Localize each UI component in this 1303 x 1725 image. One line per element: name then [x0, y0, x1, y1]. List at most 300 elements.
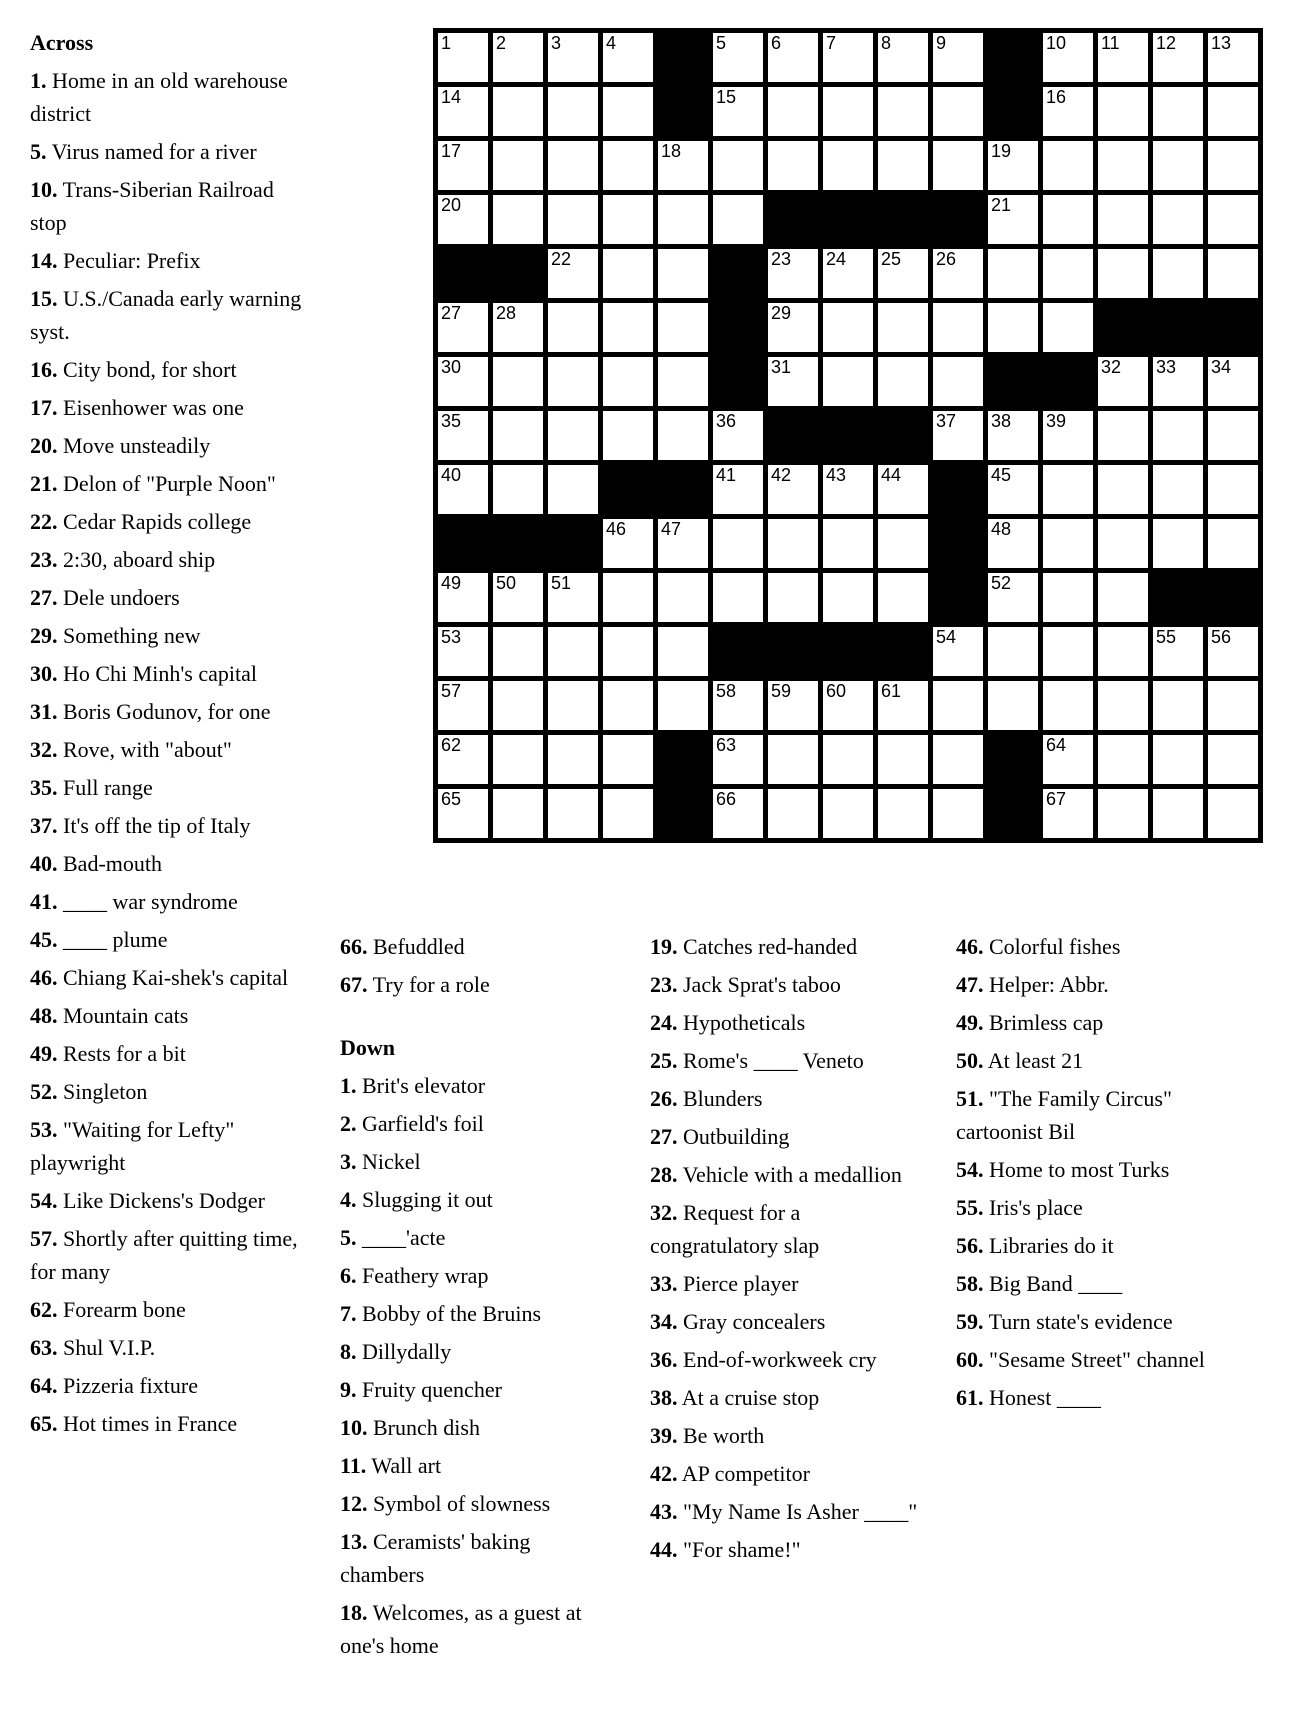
grid-cell[interactable]	[878, 789, 928, 838]
grid-cell[interactable]	[933, 789, 983, 838]
grid-cell[interactable]	[1043, 573, 1093, 622]
grid-cell[interactable]	[1153, 249, 1203, 298]
grid-cell[interactable]	[1208, 411, 1258, 460]
black-cell	[823, 627, 873, 676]
grid-cell[interactable]	[603, 735, 653, 784]
grid-cell[interactable]	[878, 735, 928, 784]
cell-number: 12	[1156, 33, 1177, 53]
cell-number: 11	[1101, 33, 1120, 53]
grid-cell[interactable]	[603, 681, 653, 730]
clue-text: Mountain cats	[57, 1003, 189, 1028]
grid-cell[interactable]	[823, 357, 873, 406]
grid-cell[interactable]	[713, 573, 763, 622]
grid-cell[interactable]	[878, 33, 928, 82]
black-cell	[988, 87, 1038, 136]
grid-cell[interactable]	[658, 411, 708, 460]
grid-cell[interactable]	[933, 87, 983, 136]
clue	[30, 847, 312, 880]
grid-cell[interactable]	[823, 789, 873, 838]
clue-number: 27.	[30, 585, 58, 610]
clue	[30, 173, 312, 239]
clue-number: 25.	[650, 1048, 678, 1073]
grid-cell[interactable]	[548, 681, 598, 730]
clue-text: Colorful fishes	[983, 934, 1121, 959]
cell-number: 22	[551, 249, 572, 269]
grid-cell[interactable]	[1043, 411, 1093, 460]
clue	[30, 581, 312, 614]
grid-cell[interactable]	[548, 735, 598, 784]
cell-number: 34	[1211, 357, 1232, 377]
grid-cell[interactable]	[603, 411, 653, 460]
black-cell	[713, 249, 763, 298]
clue-text: Slugging it out	[356, 1187, 493, 1212]
grid-cell[interactable]	[878, 573, 928, 622]
grid-cell[interactable]	[768, 303, 818, 352]
grid-cell[interactable]	[988, 519, 1038, 568]
grid-cell[interactable]	[438, 195, 488, 244]
grid-cell[interactable]	[1153, 681, 1203, 730]
grid-cell[interactable]	[988, 681, 1038, 730]
clue	[340, 1373, 610, 1406]
clue	[30, 771, 312, 804]
grid-cell[interactable]	[1098, 141, 1148, 190]
grid-cell[interactable]	[1098, 789, 1148, 838]
clue-number: 10.	[340, 1415, 368, 1440]
grid-cell[interactable]	[1208, 249, 1258, 298]
grid-cell[interactable]	[823, 465, 873, 514]
grid-cell[interactable]	[1153, 465, 1203, 514]
grid-cell[interactable]	[823, 303, 873, 352]
black-cell	[1153, 303, 1203, 352]
grid-cell[interactable]	[768, 573, 818, 622]
grid-cell[interactable]	[603, 357, 653, 406]
grid-cell[interactable]	[823, 87, 873, 136]
grid-cell[interactable]	[493, 681, 543, 730]
grid-cell[interactable]	[768, 519, 818, 568]
clue-text: Rests for a bit	[57, 1041, 186, 1066]
grid-cell[interactable]	[1098, 411, 1148, 460]
grid-cell[interactable]	[713, 735, 763, 784]
grid-cell[interactable]	[823, 681, 873, 730]
grid-cell[interactable]	[548, 249, 598, 298]
grid-cell[interactable]	[768, 33, 818, 82]
cell-number: 38	[991, 411, 1012, 431]
clue	[650, 930, 922, 963]
clue-number: 31.	[30, 699, 58, 724]
black-cell	[933, 195, 983, 244]
cell-number: 63	[716, 735, 737, 755]
grid-cell[interactable]	[1098, 735, 1148, 784]
clue-number: 21.	[30, 471, 58, 496]
grid-cell[interactable]	[1098, 573, 1148, 622]
grid-cell[interactable]	[603, 249, 653, 298]
grid-cell[interactable]	[493, 33, 543, 82]
grid-cell[interactable]	[438, 627, 488, 676]
grid-cell[interactable]	[1208, 789, 1258, 838]
clue-text: "The Family Circus" cartoonist Bil	[956, 1086, 1172, 1144]
cell-number: 19	[991, 141, 1012, 161]
grid-cell[interactable]	[438, 465, 488, 514]
grid-cell[interactable]	[878, 519, 928, 568]
grid-cell[interactable]	[1043, 87, 1093, 136]
grid-cell[interactable]	[768, 357, 818, 406]
clue	[340, 1411, 610, 1444]
grid-cell[interactable]	[493, 411, 543, 460]
grid-cell[interactable]	[493, 735, 543, 784]
clue-number: 12.	[340, 1491, 368, 1516]
grid-cell[interactable]	[1208, 735, 1258, 784]
grid-cell[interactable]	[1208, 519, 1258, 568]
grid-cell[interactable]	[823, 141, 873, 190]
clue-text: Symbol of slowness	[367, 1491, 551, 1516]
grid-cell[interactable]	[1208, 87, 1258, 136]
clue	[340, 1069, 610, 1102]
grid-cell[interactable]	[548, 465, 598, 514]
grid-cell[interactable]	[768, 789, 818, 838]
grid-cell[interactable]	[493, 141, 543, 190]
grid-cell[interactable]	[493, 627, 543, 676]
clue	[30, 467, 312, 500]
grid-cell[interactable]	[1153, 627, 1203, 676]
grid-cell[interactable]	[438, 735, 488, 784]
clue	[956, 1153, 1243, 1186]
clue-column-3	[650, 930, 922, 1571]
grid-cell[interactable]	[1043, 303, 1093, 352]
grid-cell[interactable]	[603, 519, 653, 568]
cell-number: 58	[716, 681, 737, 701]
grid-cell[interactable]	[438, 87, 488, 136]
black-cell	[988, 33, 1038, 82]
grid-cell[interactable]	[878, 249, 928, 298]
cell-number: 17	[441, 141, 462, 161]
grid-cell[interactable]	[1153, 411, 1203, 460]
grid-cell[interactable]	[768, 681, 818, 730]
grid-cell[interactable]	[548, 573, 598, 622]
grid-cell[interactable]	[438, 303, 488, 352]
grid-cell[interactable]	[878, 87, 928, 136]
clue-number: 34.	[650, 1309, 678, 1334]
cell-number: 57	[441, 681, 462, 701]
grid-cell[interactable]	[1043, 681, 1093, 730]
clue-number: 35.	[30, 775, 58, 800]
grid-cell[interactable]	[438, 789, 488, 838]
grid-cell[interactable]	[713, 789, 763, 838]
grid-cell[interactable]	[768, 735, 818, 784]
clue-text: Bobby of the Bruins	[356, 1301, 542, 1326]
cell-number: 25	[881, 249, 902, 269]
clue-text: Big Band ____	[983, 1271, 1123, 1296]
clue-number: 49.	[956, 1010, 984, 1035]
grid-cell[interactable]	[1043, 249, 1093, 298]
clue-number: 40.	[30, 851, 58, 876]
clue-number: 37.	[30, 813, 58, 838]
grid-cell[interactable]	[438, 33, 488, 82]
grid-cell[interactable]	[1098, 519, 1148, 568]
clue-number: 60.	[956, 1347, 984, 1372]
grid-cell[interactable]	[1153, 519, 1203, 568]
clue-number: 7.	[340, 1301, 357, 1326]
grid-cell[interactable]	[438, 357, 488, 406]
grid-cell[interactable]	[1043, 519, 1093, 568]
clue-number: 23.	[650, 972, 678, 997]
grid-cell[interactable]	[438, 141, 488, 190]
clue-text: Libraries do it	[983, 1233, 1114, 1258]
clue-number: 14.	[30, 248, 58, 273]
cell-number: 54	[936, 627, 957, 647]
grid-cell[interactable]	[878, 303, 928, 352]
grid-cell[interactable]	[548, 411, 598, 460]
clue	[30, 429, 312, 462]
cell-number: 16	[1046, 87, 1067, 107]
grid-cell[interactable]	[1153, 357, 1203, 406]
cell-number: 52	[991, 573, 1012, 593]
clue-number: 24.	[650, 1010, 678, 1035]
cell-number: 41	[716, 465, 737, 485]
grid-cell[interactable]	[1098, 33, 1148, 82]
clue-text: "Waiting for Lefty" playwright	[30, 1117, 235, 1175]
grid-cell[interactable]	[1208, 195, 1258, 244]
cell-number: 37	[936, 411, 957, 431]
grid-cell[interactable]	[713, 141, 763, 190]
clue-text: Move unsteadily	[57, 433, 211, 458]
clue-text: Brimless cap	[983, 1010, 1104, 1035]
grid-cell[interactable]	[823, 573, 873, 622]
grid-cell[interactable]	[988, 249, 1038, 298]
clue	[650, 1381, 922, 1414]
grid-cell[interactable]	[1043, 141, 1093, 190]
grid-cell[interactable]	[493, 195, 543, 244]
black-cell	[823, 195, 873, 244]
grid-cell[interactable]	[1208, 33, 1258, 82]
grid-cell[interactable]	[1043, 735, 1093, 784]
cell-number: 67	[1046, 789, 1067, 809]
grid-cell[interactable]	[1098, 195, 1148, 244]
grid-cell[interactable]	[493, 357, 543, 406]
grid-cell[interactable]	[603, 789, 653, 838]
clue	[650, 1419, 922, 1452]
clue-number: 44.	[650, 1537, 678, 1562]
grid-cell[interactable]	[713, 681, 763, 730]
clue-number: 2.	[340, 1111, 357, 1136]
grid-cell[interactable]	[988, 465, 1038, 514]
grid-cell[interactable]	[823, 249, 873, 298]
grid-cell[interactable]	[603, 33, 653, 82]
clue-text: Brit's elevator	[356, 1073, 486, 1098]
grid-cell[interactable]	[878, 141, 928, 190]
clue-text: It's off the tip of Italy	[57, 813, 251, 838]
clue-number: 46.	[956, 934, 984, 959]
clue-text: ____ plume	[57, 927, 168, 952]
grid-cell[interactable]	[603, 195, 653, 244]
clue-number: 50.	[956, 1048, 984, 1073]
clue-number: 5.	[340, 1225, 357, 1250]
clue	[30, 885, 312, 918]
grid-cell[interactable]	[658, 681, 708, 730]
grid-cell[interactable]	[1098, 465, 1148, 514]
grid-cell[interactable]	[933, 681, 983, 730]
clue-number: 64.	[30, 1373, 58, 1398]
clue	[30, 999, 312, 1032]
grid-cell[interactable]	[1208, 465, 1258, 514]
black-cell	[988, 789, 1038, 838]
grid-cell[interactable]	[493, 87, 543, 136]
clue	[30, 353, 312, 386]
grid-cell[interactable]	[933, 735, 983, 784]
clue-column-4	[956, 930, 1243, 1419]
grid-cell[interactable]	[823, 33, 873, 82]
grid-cell[interactable]	[1153, 33, 1203, 82]
grid-cell[interactable]	[1153, 141, 1203, 190]
cell-number: 47	[661, 519, 682, 539]
cell-number: 29	[771, 303, 792, 323]
clue	[30, 543, 312, 576]
clue	[956, 930, 1243, 963]
clue	[650, 1044, 922, 1077]
clue	[30, 282, 312, 348]
grid-cell[interactable]	[988, 195, 1038, 244]
grid-cell[interactable]	[548, 33, 598, 82]
grid-cell[interactable]	[1043, 33, 1093, 82]
grid-cell[interactable]	[1208, 141, 1258, 190]
grid-cell[interactable]	[603, 573, 653, 622]
clue-number: 9.	[340, 1377, 357, 1402]
clue-text: Feathery wrap	[356, 1263, 489, 1288]
grid-cell[interactable]	[603, 627, 653, 676]
grid-cell[interactable]	[988, 627, 1038, 676]
black-cell	[713, 357, 763, 406]
grid-cell[interactable]	[823, 519, 873, 568]
grid-cell[interactable]	[548, 141, 598, 190]
grid-cell[interactable]	[548, 87, 598, 136]
grid-cell[interactable]	[1153, 195, 1203, 244]
grid-cell[interactable]	[658, 627, 708, 676]
grid-cell[interactable]	[1153, 87, 1203, 136]
clue	[30, 961, 312, 994]
clue-number: 42.	[650, 1461, 678, 1486]
grid-cell[interactable]	[1098, 681, 1148, 730]
grid-cell[interactable]	[1153, 735, 1203, 784]
cell-number: 51	[551, 573, 572, 593]
clue-text: Full range	[57, 775, 153, 800]
grid-cell[interactable]	[1098, 87, 1148, 136]
grid-cell[interactable]	[658, 303, 708, 352]
grid-cell[interactable]	[878, 357, 928, 406]
grid-cell[interactable]	[988, 411, 1038, 460]
grid-cell[interactable]	[933, 627, 983, 676]
grid-cell[interactable]	[1098, 249, 1148, 298]
grid-cell[interactable]	[768, 141, 818, 190]
black-cell	[878, 627, 928, 676]
grid-cell[interactable]	[1098, 357, 1148, 406]
grid-cell[interactable]	[548, 303, 598, 352]
grid-cell[interactable]	[658, 573, 708, 622]
grid-cell[interactable]	[548, 627, 598, 676]
cell-number: 20	[441, 195, 462, 215]
grid-cell[interactable]	[603, 87, 653, 136]
grid-cell[interactable]	[713, 465, 763, 514]
grid-cell[interactable]	[988, 573, 1038, 622]
grid-cell[interactable]	[1043, 465, 1093, 514]
cell-number: 13	[1211, 33, 1232, 53]
grid-cell[interactable]	[548, 789, 598, 838]
grid-cell[interactable]	[1043, 195, 1093, 244]
grid-cell[interactable]	[768, 87, 818, 136]
grid-cell[interactable]	[438, 573, 488, 622]
grid-cell[interactable]	[658, 195, 708, 244]
grid-cell[interactable]	[768, 465, 818, 514]
grid-cell[interactable]	[658, 357, 708, 406]
grid-cell[interactable]	[603, 303, 653, 352]
grid-cell[interactable]	[1098, 627, 1148, 676]
grid-cell[interactable]	[933, 411, 983, 460]
grid-cell[interactable]	[1043, 627, 1093, 676]
grid-cell[interactable]	[713, 87, 763, 136]
grid-cell[interactable]	[713, 411, 763, 460]
grid-cell[interactable]	[658, 519, 708, 568]
clue	[956, 1343, 1243, 1376]
cell-number: 3	[551, 33, 562, 53]
grid-cell[interactable]	[768, 249, 818, 298]
grid-cell[interactable]	[1153, 789, 1203, 838]
grid-cell[interactable]	[438, 681, 488, 730]
grid-cell[interactable]	[548, 357, 598, 406]
grid-cell[interactable]	[493, 303, 543, 352]
grid-cell[interactable]	[1208, 627, 1258, 676]
grid-cell[interactable]	[823, 735, 873, 784]
clue-number: 16.	[30, 357, 58, 382]
grid-cell[interactable]	[548, 195, 598, 244]
clue-text: Singleton	[57, 1079, 148, 1104]
grid-cell[interactable]	[658, 249, 708, 298]
grid-cell[interactable]	[933, 249, 983, 298]
black-cell	[988, 357, 1038, 406]
clue-number: 20.	[30, 433, 58, 458]
clue	[340, 1259, 610, 1292]
black-cell	[658, 33, 708, 82]
clue	[340, 1525, 610, 1591]
black-cell	[1153, 573, 1203, 622]
grid-cell[interactable]	[658, 141, 708, 190]
grid-cell[interactable]	[1043, 789, 1093, 838]
clue-column-2	[340, 930, 610, 1667]
grid-cell[interactable]	[713, 33, 763, 82]
grid-cell[interactable]	[713, 519, 763, 568]
clue	[956, 1044, 1243, 1077]
grid-cell[interactable]	[493, 789, 543, 838]
grid-cell[interactable]	[988, 141, 1038, 190]
grid-cell[interactable]	[493, 573, 543, 622]
grid-cell[interactable]	[933, 357, 983, 406]
clue-number: 6.	[340, 1263, 357, 1288]
grid-cell[interactable]	[603, 141, 653, 190]
grid-cell[interactable]	[438, 411, 488, 460]
clue-text: Gray concealers	[677, 1309, 826, 1334]
grid-cell[interactable]	[713, 195, 763, 244]
grid-cell[interactable]	[933, 303, 983, 352]
black-cell	[658, 735, 708, 784]
grid-cell[interactable]	[988, 303, 1038, 352]
clue-text: "Sesame Street" channel	[983, 1347, 1205, 1372]
grid-cell[interactable]	[878, 465, 928, 514]
cell-number: 15	[716, 87, 737, 107]
grid-cell[interactable]	[878, 681, 928, 730]
grid-cell[interactable]	[1208, 681, 1258, 730]
grid-cell[interactable]	[933, 33, 983, 82]
clue-number: 41.	[30, 889, 58, 914]
grid-cell[interactable]	[493, 465, 543, 514]
grid-cell[interactable]	[933, 141, 983, 190]
grid-cell[interactable]	[1208, 357, 1258, 406]
